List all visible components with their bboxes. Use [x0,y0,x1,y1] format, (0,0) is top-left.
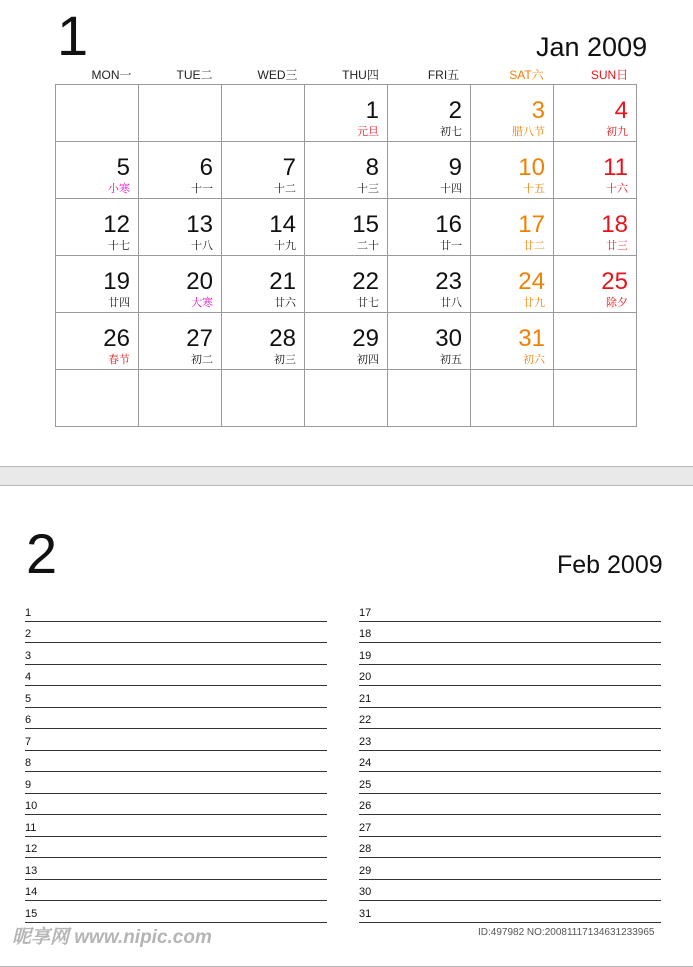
calendar-day-cell [222,85,305,142]
lunar-date: 除夕 [606,297,628,309]
weekday-fri: FRI五 [427,68,460,82]
day-number: 28 [269,325,296,352]
lunar-date: 腊八节 [512,126,545,138]
lunar-date: 十七 [108,240,130,252]
lunar-date: 初二 [191,354,213,366]
note-line [25,643,327,665]
calendar-grid [55,84,637,427]
lunar-date: 大寒 [191,297,213,309]
note-line [359,686,661,708]
calendar-day-cell [222,199,305,256]
note-line [359,751,661,773]
note-line [359,858,661,880]
note-line-number: 22 [359,714,372,726]
calendar-day-cell [554,313,637,370]
day-number: 1 [365,97,379,124]
day-number: 24 [518,268,545,295]
month-title: Jan 2009 [536,32,648,62]
day-number: 9 [448,154,462,181]
lunar-date: 廿一 [440,240,462,252]
lunar-date: 二十 [357,240,379,252]
lunar-date: 初五 [440,354,462,366]
calendar-day-cell [554,85,637,142]
calendar-day-cell [222,142,305,199]
note-line [25,751,327,773]
day-number: 18 [601,211,628,238]
note-line-number: 6 [25,714,32,726]
weekday-wed: WED三 [257,68,298,82]
weekday-sun: SUN日 [590,68,629,82]
month-title: Feb 2009 [557,551,663,579]
day-number: 13 [186,211,213,238]
note-line [359,665,661,687]
calendar-day-cell [554,199,637,256]
january-page [0,0,693,467]
note-line [25,880,327,902]
lunar-date: 初四 [357,354,379,366]
lunar-date: 廿八 [440,297,462,309]
calendar-day-cell [388,142,471,199]
day-number: 19 [103,268,130,295]
lunar-date: 廿三 [606,240,628,252]
note-line-number: 25 [359,778,372,791]
note-line [359,815,661,837]
calendar-day-cell [471,85,554,142]
note-line-number: 13 [25,864,38,877]
note-line-number: 24 [359,757,372,769]
lunar-date: 廿二 [523,240,545,252]
note-line [359,901,661,923]
calendar-day-cell [139,142,222,199]
note-line-number: 2 [25,628,32,640]
lunar-date: 廿九 [523,297,545,309]
lunar-date: 十一 [191,183,213,195]
calendar-week-row [56,313,637,370]
watermark-logo: 昵享网 www.nipic.com [12,927,212,948]
notes-left-column [25,600,327,923]
note-line-number: 31 [359,907,372,920]
calendar-day-cell [139,256,222,313]
day-number: 27 [186,325,213,352]
note-line-number: 12 [25,843,38,855]
note-line [25,901,327,923]
day-number: 6 [199,154,213,181]
day-number: 5 [116,154,130,181]
day-number: 22 [352,268,379,295]
note-line [25,772,327,794]
day-number: 14 [269,211,296,238]
calendar-day-cell [56,313,139,370]
lunar-date: 十九 [274,240,296,252]
month-number: 1 [57,4,89,67]
note-line [25,858,327,880]
lunar-date: 十六 [606,183,628,195]
day-number: 31 [518,325,545,352]
note-line [359,600,661,622]
calendar-day-cell [56,256,139,313]
day-number: 17 [518,211,545,238]
weekday-thu: THU四 [342,68,379,82]
note-line [25,837,327,859]
calendar-day-cell [471,199,554,256]
lunar-date: 十四 [440,183,462,195]
calendar-day-cell [222,370,305,427]
calendar-day-cell [388,199,471,256]
day-number: 2 [448,97,462,124]
note-line [359,708,661,730]
note-line-number: 3 [25,649,32,662]
calendar-week-row [56,370,637,427]
lunar-date: 十二 [274,183,296,195]
note-line-number: 27 [359,821,372,834]
note-line [25,794,327,816]
note-line-number: 23 [359,735,372,748]
note-line [359,772,661,794]
lunar-date: 廿四 [108,297,130,309]
note-line-number: 11 [25,821,37,834]
note-line-number: 17 [359,606,372,619]
day-number: 11 [603,154,628,181]
weekday-mon: MON一 [91,68,132,82]
note-line-number: 15 [25,907,38,920]
calendar-day-cell [471,370,554,427]
note-line-number: 1 [25,606,32,619]
calendar-day-cell [554,256,637,313]
day-number: 15 [352,211,379,238]
note-line-number: 4 [25,671,32,683]
note-line [25,665,327,687]
calendar-day-cell [56,370,139,427]
lunar-date: 元旦 [357,126,379,138]
lunar-date: 初六 [523,354,545,366]
note-line-number: 8 [25,757,32,769]
note-line [25,622,327,644]
day-number: 3 [531,97,545,124]
calendar-day-cell [139,370,222,427]
day-number: 26 [103,325,130,352]
lunar-date: 廿七 [357,297,379,309]
note-line [25,708,327,730]
calendar-day-cell [388,313,471,370]
lunar-date: 初七 [440,126,462,138]
note-line-number: 20 [359,671,372,683]
calendar-day-cell [305,313,388,370]
day-number: 4 [614,97,628,124]
note-line [25,815,327,837]
day-number: 21 [269,268,296,295]
note-line-number: 21 [359,692,372,705]
lunar-date: 十五 [523,183,545,195]
calendar-day-cell [222,256,305,313]
lunar-date: 十八 [191,240,213,252]
calendar-day-cell [305,85,388,142]
calendar-day-cell [388,85,471,142]
note-line-number: 14 [25,886,38,898]
calendar-day-cell [388,370,471,427]
notes-right-column [359,600,661,923]
lunar-date: 春节 [108,354,130,366]
note-line-number: 10 [25,800,38,812]
day-number: 16 [435,211,462,238]
day-number: 25 [601,268,628,295]
calendar-day-cell [305,199,388,256]
weekday-tue: TUE二 [176,68,213,82]
calendar-day-cell [388,256,471,313]
note-line [25,686,327,708]
note-line-number: 7 [25,735,32,748]
calendar-day-cell [305,370,388,427]
calendar-day-cell [554,142,637,199]
calendar-day-cell [305,256,388,313]
day-number: 30 [435,325,462,352]
calendar-day-cell [56,85,139,142]
day-number: 7 [282,154,296,181]
lunar-date: 廿六 [274,297,296,309]
note-line [25,600,327,622]
calendar-day-cell [222,313,305,370]
calendar-day-cell [554,370,637,427]
weekday-sat: SAT六 [509,68,544,82]
calendar-week-row [56,199,637,256]
month-number: 2 [26,522,58,585]
day-number: 8 [365,154,379,181]
calendar-day-cell [139,313,222,370]
day-number: 23 [435,268,462,295]
day-number: 12 [103,211,130,238]
note-line-number: 29 [359,864,372,877]
calendar-day-cell [471,313,554,370]
note-line [25,729,327,751]
calendar-day-cell [471,256,554,313]
watermark-id: ID:497982 NO:20081117134631233965 [478,927,655,938]
calendar-day-cell [305,142,388,199]
note-line [359,729,661,751]
note-line-number: 18 [359,628,372,640]
lunar-date: 十三 [357,183,379,195]
note-line [359,643,661,665]
calendar-day-cell [139,199,222,256]
note-line-number: 26 [359,800,372,812]
note-line [359,794,661,816]
note-line [359,837,661,859]
calendar-day-cell [56,199,139,256]
day-number: 10 [518,154,545,181]
lunar-date: 初九 [606,126,628,138]
note-line-number: 19 [359,649,372,662]
note-line-number: 28 [359,843,372,855]
calendar-day-cell [56,142,139,199]
note-line [359,880,661,902]
lunar-date: 初三 [274,354,296,366]
note-line-number: 9 [25,778,32,791]
calendar-week-row [56,256,637,313]
calendar-week-row [56,85,637,142]
day-number: 29 [352,325,379,352]
calendar-week-row [56,142,637,199]
calendar-day-cell [471,142,554,199]
note-line-number: 30 [359,886,372,898]
note-line-number: 5 [25,692,32,705]
calendar-day-cell [139,85,222,142]
lunar-date: 小寒 [108,183,130,195]
day-number: 20 [186,268,213,295]
note-line [359,622,661,644]
